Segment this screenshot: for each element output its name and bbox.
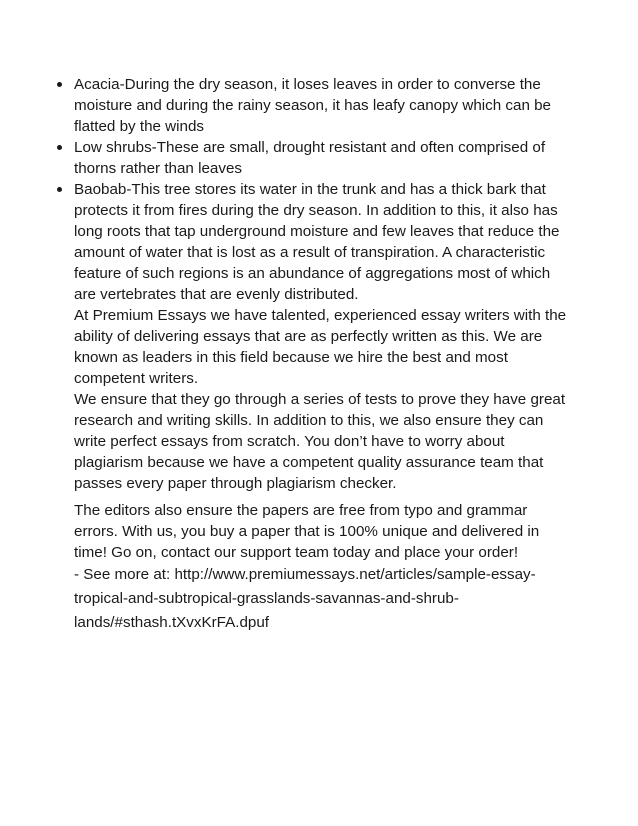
- list-item-text: Acacia-During the dry season, it loses leaves in order to converse the moisture and during the rainy season, it has leafy canopy which can be flatted by the winds: [74, 76, 551, 135]
- document-body: [55, 74, 575, 635]
- list-item: [55, 137, 575, 179]
- paragraph-writers: At Premium Essays we have talented, experienced essay writers with the ability of delivering essays that are as perfectly written as this. We are known as leaders in this field because we hire the best and most competent writers.: [74, 307, 567, 387]
- source-link-line-2[interactable]: tropical-and-subtropical-grasslands-savannas-and-shrub-: [74, 590, 459, 607]
- source-link-line-1[interactable]: - See more at: http://www.premiumessays.net/articles/sample-essay-: [74, 566, 536, 583]
- list-item: [55, 179, 575, 635]
- list-item: [55, 74, 575, 137]
- list-item-text: Low shrubs-These are small, drought resistant and often comprised of thorns rather than leaves: [74, 139, 546, 177]
- bullet-icon: [57, 187, 62, 192]
- paragraph-tests: We ensure that they go through a series of tests to prove they have great research and writing skills. In addition to this, we also ensure they can write perfect essays from scratch. You don’t have to worry about plagiarism because we have a competent quality assurance team that passes every paper through plagiarism checker.: [74, 391, 566, 492]
- bullet-icon: [57, 145, 62, 150]
- bullet-icon: [57, 82, 62, 87]
- tree-list: [55, 74, 575, 635]
- list-item-text: Baobab-This tree stores its water in the trunk and has a thick bark that protects it from fires during the dry season. In addition to this, it also has long roots that tap underground moisture and few leaves that reduce the amount of water that is lost as a result of transpiration. A characteristic feature of such regions is an abundance of aggregations most of which are vertebrates that are evenly distributed.: [74, 181, 560, 303]
- source-link-line-3[interactable]: lands/#sthash.tXvxKrFA.dpuf: [74, 614, 270, 631]
- paragraph-editors: The editors also ensure the papers are free from typo and grammar errors. With us, you buy a paper that is 100% unique and delivered in time! Go on, contact our support team today and place your order!: [74, 502, 540, 561]
